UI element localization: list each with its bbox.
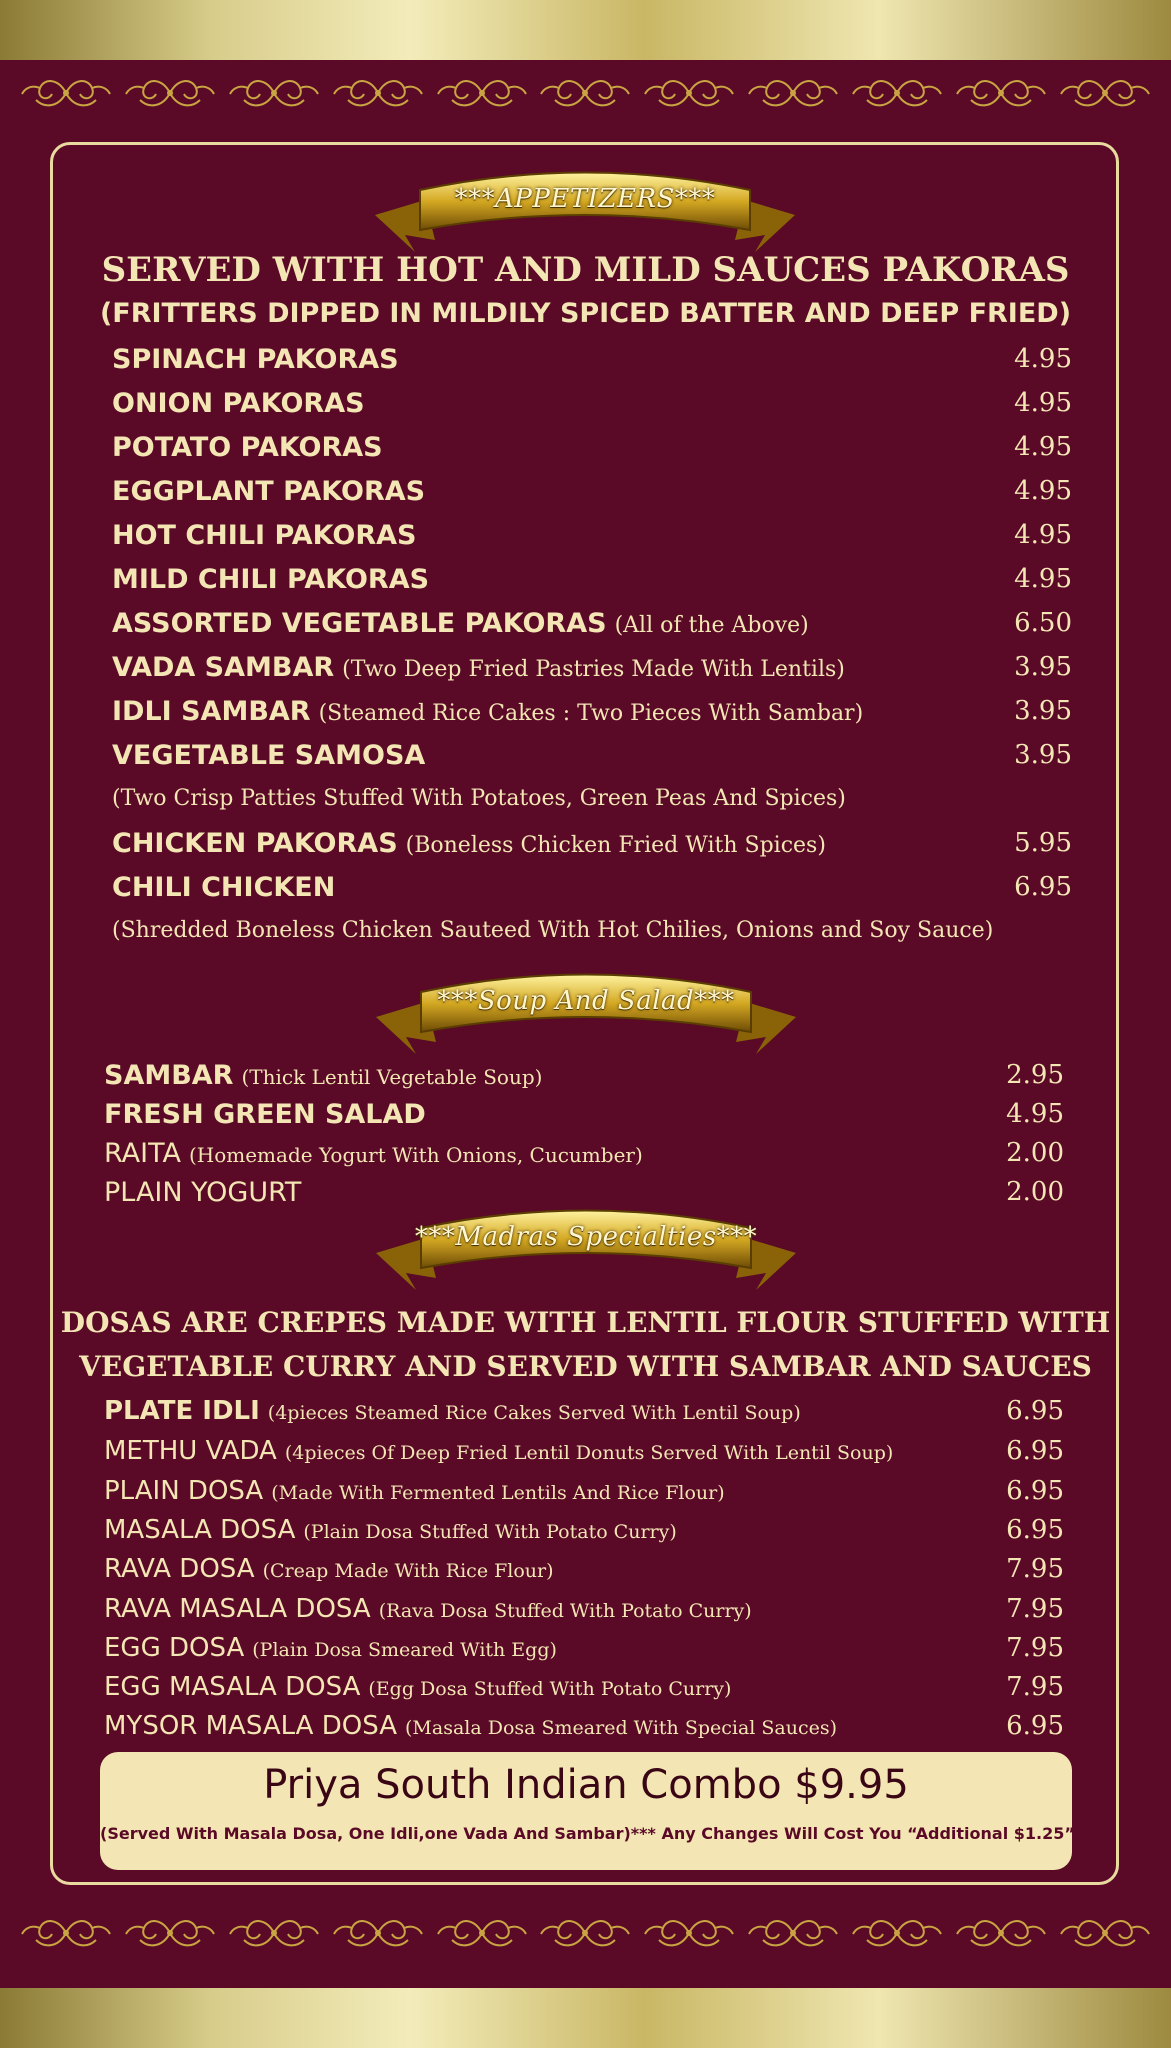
menu-item bbox=[112, 344, 1072, 384]
item-price: 6.95 bbox=[1006, 1396, 1064, 1426]
menu-item bbox=[104, 1396, 1064, 1436]
menu-item bbox=[112, 564, 1072, 604]
menu-item bbox=[104, 1060, 1064, 1100]
item-price: 6.95 bbox=[1006, 1711, 1064, 1741]
combo-box bbox=[100, 1752, 1100, 1870]
menu-item bbox=[112, 696, 1072, 736]
menu-item bbox=[112, 476, 1072, 516]
appetizers-title: ***APPETIZERS*** bbox=[454, 184, 716, 214]
item-price: 6.50 bbox=[1014, 608, 1072, 638]
item-name: MILD CHILI PAKORAS bbox=[112, 564, 430, 595]
item-name: EGG MASALA DOSA bbox=[104, 1672, 361, 1702]
item-desc: (Two Deep Fried Pastries Made With Lentils) bbox=[342, 657, 845, 682]
appetizers-heading: SERVED WITH HOT AND MILD SAUCES PAKORAS bbox=[101, 250, 1070, 290]
menu-item bbox=[104, 1633, 1064, 1673]
item-name: ASSORTED VEGETABLE PAKORAS bbox=[112, 608, 607, 639]
madras-banner bbox=[366, 1198, 806, 1298]
item-price: 6.95 bbox=[1006, 1515, 1064, 1545]
menu-item bbox=[104, 1138, 1064, 1178]
menu-item bbox=[104, 1554, 1064, 1594]
item-price: 3.95 bbox=[1014, 696, 1072, 726]
menu-item bbox=[112, 520, 1072, 560]
flourish-icon bbox=[122, 1910, 218, 1956]
flourish-icon bbox=[849, 70, 945, 116]
item-name: CHILI CHICKEN bbox=[112, 872, 336, 903]
item-price: 6.95 bbox=[1014, 872, 1072, 902]
item-name: EGGPLANT PAKORAS bbox=[112, 476, 426, 507]
item-price: 4.95 bbox=[1014, 344, 1072, 374]
flourish-icon bbox=[537, 70, 633, 116]
item-name: SAMBAR bbox=[104, 1060, 234, 1091]
combo-title: Priya South Indian Combo $9.95 bbox=[263, 1762, 909, 1808]
flourish-icon bbox=[122, 70, 218, 116]
flourish-icon bbox=[641, 1910, 737, 1956]
item-desc: (Steamed Rice Cakes : Two Pieces With Sambar) bbox=[318, 701, 864, 726]
item-desc: (4pieces Of Deep Fried Lentil Donuts Served With Lentil Soup) bbox=[284, 1442, 894, 1464]
item-price: 6.95 bbox=[1006, 1476, 1064, 1506]
item-name: EGG DOSA bbox=[104, 1633, 245, 1663]
item-desc: (Egg Dosa Stuffed With Potato Curry) bbox=[368, 1678, 732, 1700]
menu-item bbox=[112, 608, 1072, 648]
item-name: METHU VADA bbox=[104, 1436, 277, 1466]
appetizers-banner bbox=[365, 160, 805, 260]
top-gold-band bbox=[0, 0, 1171, 60]
flourish-icon bbox=[226, 1910, 322, 1956]
menu-item bbox=[104, 1476, 1064, 1516]
item-desc: (Plain Dosa Smeared With Egg) bbox=[252, 1639, 557, 1661]
flourish-icon bbox=[434, 70, 530, 116]
item-desc: (Made With Fermented Lentils And Rice Flour) bbox=[271, 1482, 725, 1504]
flourish-icon bbox=[849, 1910, 945, 1956]
soup-salad-banner bbox=[366, 962, 806, 1062]
item-desc: (Masala Dosa Smeared With Special Sauces) bbox=[405, 1717, 838, 1739]
flourish-icon bbox=[745, 1910, 841, 1956]
item-name: VEGETABLE SAMOSA bbox=[112, 740, 426, 771]
madras-heading-line2: VEGETABLE CURRY AND SERVED WITH SAMBAR AND SAUCES bbox=[79, 1350, 1092, 1383]
item-name: IDLI SAMBAR bbox=[112, 696, 311, 727]
chili-chicken-description: (Shredded Boneless Chicken Sauteed With Hot Chilies, Onions and Soy Sauce) bbox=[112, 918, 994, 943]
item-price: 7.95 bbox=[1006, 1594, 1064, 1624]
madras-title: ***Madras Specialties*** bbox=[414, 1222, 758, 1252]
menu-item bbox=[104, 1515, 1064, 1555]
item-name: SPINACH PAKORAS bbox=[112, 344, 399, 375]
item-price: 7.95 bbox=[1006, 1633, 1064, 1663]
item-price: 5.95 bbox=[1014, 828, 1072, 858]
item-name: RAVA DOSA bbox=[104, 1554, 255, 1584]
item-name: PLATE IDLI bbox=[104, 1396, 260, 1426]
flourish-icon bbox=[1057, 1910, 1153, 1956]
flourish-icon bbox=[745, 70, 841, 116]
item-name: VADA SAMBAR bbox=[112, 652, 335, 683]
item-price: 4.95 bbox=[1014, 432, 1072, 462]
item-name: MYSOR MASALA DOSA bbox=[104, 1711, 397, 1741]
item-name: PLAIN YOGURT bbox=[104, 1177, 302, 1208]
item-desc: (Boneless Chicken Fried With Spices) bbox=[405, 833, 826, 858]
flourish-icon bbox=[953, 1910, 1049, 1956]
item-price: 3.95 bbox=[1014, 652, 1072, 682]
item-price: 4.95 bbox=[1014, 564, 1072, 594]
samosa-description: (Two Crisp Patties Stuffed With Potatoes, Green Peas And Spices) bbox=[112, 786, 846, 811]
item-name: RAVA MASALA DOSA bbox=[104, 1594, 371, 1624]
item-desc: (Rava Dosa Stuffed With Potato Curry) bbox=[378, 1600, 752, 1622]
flourish-icon bbox=[953, 70, 1049, 116]
menu-item bbox=[104, 1436, 1064, 1476]
flourish-icon bbox=[226, 70, 322, 116]
item-name: CHICKEN PAKORAS bbox=[112, 828, 398, 859]
item-desc: (Plain Dosa Stuffed With Potato Curry) bbox=[303, 1521, 677, 1543]
item-desc: (Creap Made With Rice Flour) bbox=[262, 1560, 554, 1582]
item-price: 2.95 bbox=[1006, 1060, 1064, 1090]
soup-salad-title: ***Soup And Salad*** bbox=[437, 986, 735, 1016]
item-name: ONION PAKORAS bbox=[112, 388, 365, 419]
menu-item bbox=[104, 1672, 1064, 1712]
item-desc: (All of the Above) bbox=[614, 613, 809, 638]
item-price: 2.00 bbox=[1006, 1177, 1064, 1207]
flourish-icon bbox=[537, 1910, 633, 1956]
item-name: MASALA DOSA bbox=[104, 1515, 296, 1545]
item-name: HOT CHILI PAKORAS bbox=[112, 520, 417, 551]
flourish-icon bbox=[330, 70, 426, 116]
item-price: 7.95 bbox=[1006, 1554, 1064, 1584]
menu-item bbox=[112, 432, 1072, 472]
flourish-icon bbox=[1057, 70, 1153, 116]
item-price: 4.95 bbox=[1014, 520, 1072, 550]
madras-heading-line1: DOSAS ARE CREPES MADE WITH LENTIL FLOUR STUFFED WITH bbox=[60, 1306, 1111, 1339]
menu-item bbox=[112, 388, 1072, 428]
item-price: 6.95 bbox=[1006, 1436, 1064, 1466]
item-name: POTATO PAKORAS bbox=[112, 432, 383, 463]
flourish-icon bbox=[434, 1910, 530, 1956]
item-desc: (4pieces Steamed Rice Cakes Served With Lentil Soup) bbox=[267, 1402, 801, 1424]
flourish-icon bbox=[18, 70, 114, 116]
menu-item bbox=[104, 1594, 1064, 1634]
menu-item bbox=[112, 740, 1072, 780]
menu-item bbox=[112, 652, 1072, 692]
item-price: 4.95 bbox=[1006, 1099, 1064, 1129]
item-price: 2.00 bbox=[1006, 1138, 1064, 1168]
item-price: 3.95 bbox=[1014, 740, 1072, 770]
item-name: RAITA bbox=[104, 1138, 181, 1169]
menu-item bbox=[104, 1711, 1064, 1751]
menu-item bbox=[112, 828, 1072, 868]
flourish-icon bbox=[330, 1910, 426, 1956]
menu-item bbox=[112, 872, 1072, 912]
item-name: PLAIN DOSA bbox=[104, 1476, 264, 1506]
item-desc: (Homemade Yogurt With Onions, Cucumber) bbox=[188, 1143, 643, 1167]
bottom-flourish-border bbox=[18, 1908, 1153, 1958]
appetizers-subheading: (FRITTERS DIPPED IN MILDILY SPICED BATTER AND DEEP FRIED) bbox=[99, 298, 1072, 329]
menu-item bbox=[104, 1099, 1064, 1139]
top-flourish-border bbox=[18, 68, 1153, 118]
flourish-icon bbox=[18, 1910, 114, 1956]
item-price: 7.95 bbox=[1006, 1672, 1064, 1702]
item-price: 4.95 bbox=[1014, 388, 1072, 418]
item-desc: (Thick Lentil Vegetable Soup) bbox=[241, 1065, 543, 1089]
bottom-gold-band bbox=[0, 1988, 1171, 2048]
item-price: 4.95 bbox=[1014, 476, 1072, 506]
combo-note: (Served With Masala Dosa, One Idli,one Vada And Sambar)*** Any Changes Will Cost You “Additional $1.25”*** bbox=[100, 1824, 1100, 1843]
flourish-icon bbox=[641, 70, 737, 116]
item-name: FRESH GREEN SALAD bbox=[104, 1099, 426, 1130]
